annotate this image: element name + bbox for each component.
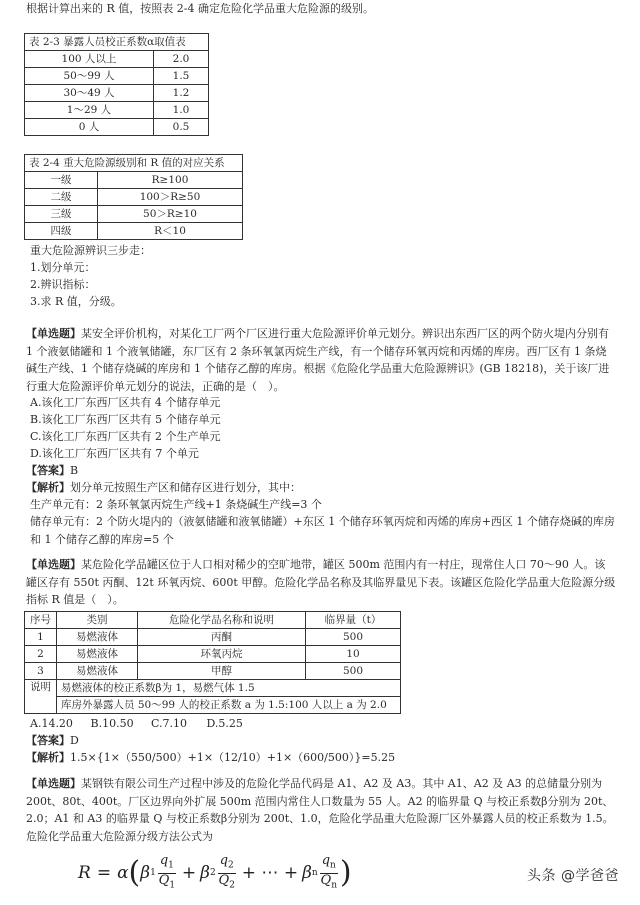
- question-1-stem: 【单选题】某安全评价机构，对某化工厂两个厂区进行重大危险源评价单元划分。辨识出东西厂区的两个防火堤内分别有 1 个液氨储罐和 1 个液氧储罐，东厂区有 2 条环氧氯丙烷生产线，有一个储存环氧丙烷和丙烯的库房。西厂区有 1 条烧碱生产线、1 个储存烧碱的库房和 1 个储存乙醇的库房。根据《危险化学品重大危险源辨识》(GB 18218)，关于该厂进行重大危险源评价单元划分的说法，正确的是（ ）。: [26, 327, 610, 393]
- option-a: A.该化工厂东西厂区共有 4 个储存单元: [30, 396, 221, 409]
- table-2-3-alpha-values: [24, 33, 209, 136]
- note-text: 易燃液体的校正系数β为 1，易燃气体 1.5: [57, 680, 401, 697]
- table-row: 二级 100＞R≥50: [25, 189, 243, 206]
- table-caption: 表 2-3 暴露人员校正系数α取值表: [25, 34, 209, 51]
- analysis-detail: 储存单元有：2 个防火堤内的（液氨储罐和液氧储罐）+东区 1 个储存环氧丙烷和丙烯的库房+西区 1 个储存烧碱的库房和 1 个储存乙醇的库房=5 个: [30, 515, 615, 546]
- question-type-tag: 【单选题】: [26, 558, 81, 571]
- intro-line: 根据计算出来的 R 值，按照表 2-4 确定危险化学品重大危险源的级别。: [26, 2, 374, 15]
- grading-formula: R = α ( β 1 $\frac{q_1}{Q_1}$ + β 2 $\frac{q_2}{Q_2}$ + ⋯ + β n $\frac{q_n}{Q_n}$ ): [78, 853, 352, 891]
- answer-value: D: [70, 734, 79, 747]
- table-row: 30～49 人 1.2: [25, 85, 209, 102]
- steps-title: 重大危险源辨识三步走：: [30, 244, 151, 257]
- table-row: 2 易燃液体 环氧丙烷 10: [25, 646, 401, 663]
- option-c: C.7.10: [151, 717, 188, 730]
- table-note-row: [25, 697, 401, 714]
- table-row: 1 易燃液体 丙酮 500: [25, 629, 401, 646]
- table-row: 四级 R＜10: [25, 223, 243, 240]
- analysis-line: 【解析】划分单元按照生产区和储存区进行划分，其中：: [26, 481, 301, 494]
- note-label: 说明: [25, 680, 57, 714]
- option-b: B.该化工厂东西厂区共有 5 个储存单元: [30, 413, 221, 426]
- fraction: $\frac{q_2}{Q_2}$: [218, 853, 235, 891]
- table-row: 1～29 人 1.0: [25, 102, 209, 119]
- table-row: 0 人 0.5: [25, 119, 209, 136]
- option-b: B.10.50: [90, 717, 134, 730]
- fraction: $\frac{q_n}{Q_n}$: [320, 853, 337, 891]
- question-type-tag: 【单选题】: [26, 327, 81, 340]
- table-row: 100 人以上 2.0: [25, 51, 209, 68]
- watermark: 头条 @学爸爸: [527, 868, 619, 884]
- table-header-row: 序号 类别 危险化学品名称和说明 临界量（t）: [25, 612, 401, 629]
- table-note-row: [25, 680, 401, 697]
- step-item: 2.辨识指标：: [30, 278, 96, 291]
- table-row: 三级 50＞R≥10: [25, 206, 243, 223]
- option-d: D.该化工厂东西厂区共有 7 个单元: [30, 447, 199, 460]
- question-type-tag: 【单选题】: [26, 777, 81, 790]
- table-row: 一级 R≥100: [25, 172, 243, 189]
- option-a: A.14.20: [30, 717, 73, 730]
- question-2-stem: 【单选题】某危险化学品罐区位于人口相对稀少的空旷地带，罐区 500m 范围内有一村庄，现常住人口 70～90 人。该罐区存有 550t 丙酮、12t 环氧丙烷、600t 甲醇。危险化学品名称及其临界量见下表。该罐区危险化学品重大危险源分级指标 R 值是（ ）。: [26, 558, 616, 606]
- table-caption: 表 2-4 重大危险源级别和 R 值的对应关系: [25, 155, 243, 172]
- table-row: 3 易燃液体 甲醇 500: [25, 663, 401, 680]
- option-d: D.5.25: [206, 717, 243, 730]
- note-text: 库房外暴露人员 50～99 人的校正系数 a 为 1.5:100 人以上 a 为 2.0: [57, 697, 401, 714]
- fraction: $\frac{q_1}{Q_1}$: [158, 853, 176, 891]
- answer-value: B: [70, 464, 79, 477]
- question-3-stem: 【单选题】某钢铁有限公司生产过程中涉及的危险化学品代码是 A1、A2 及 A3。其中 A1、A2 及 A3 的总储量分别为 200t、80t、400t。厂区边界向外扩展 500m 范围内常住人口数量为 55 人。A2 的临界量 Q 与校正系数β分别为 20t、2.0；A1 和 A3 的临界量 Q 与校正系数β分别为 200t、1.0，危险化学品重大危险源厂区外暴露人员的校正系数为 1.5。危险化学品重大危险源分级方法公式为: [26, 777, 614, 843]
- chemicals-threshold-table: [24, 611, 401, 714]
- answer-line: 【答案】D: [26, 734, 79, 747]
- table-row: 50～99 人 1.5: [25, 68, 209, 85]
- analysis-line: 【解析】1.5×{1×（550/500）+1×（12/10）+1×（600/500）}=5.25: [26, 751, 396, 764]
- table-2-4-level-ranges: [24, 154, 243, 240]
- analysis-detail: 生产单元有：2 条环氧氯丙烷生产线+1 条烧碱生产线=3 个: [30, 498, 322, 511]
- step-item: 3.求 R 值，分级。: [30, 295, 122, 308]
- answer-line: 【答案】B: [26, 464, 79, 477]
- options-row: [30, 715, 243, 732]
- step-item: 1.划分单元：: [30, 261, 96, 274]
- option-c: C.该化工厂东西厂区共有 2 个生产单元: [30, 430, 221, 443]
